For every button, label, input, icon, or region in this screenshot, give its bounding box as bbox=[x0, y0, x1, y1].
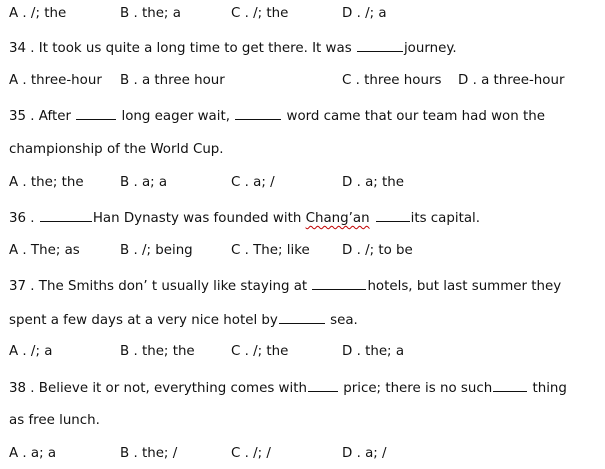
q35-text-2: long eager wait, bbox=[117, 109, 235, 124]
q34-stem bbox=[9, 37, 457, 57]
q37-option-d: D . the; a bbox=[342, 344, 405, 359]
q35-stem-line2: championship of the World Cup. bbox=[9, 142, 224, 157]
q36-text-3: its capital. bbox=[410, 211, 481, 226]
q34-option-b: B . a three hour bbox=[120, 73, 225, 88]
q36-option-b: B . /; being bbox=[120, 243, 193, 258]
q35-option-d: D . a; the bbox=[342, 175, 405, 190]
q38-blank-2 bbox=[493, 377, 527, 392]
q35-text-1: 35 . After bbox=[9, 109, 76, 124]
q35-text-3: word came that our team had won the bbox=[282, 109, 545, 124]
q37-option-b: B . the; the bbox=[120, 344, 195, 359]
q36-text-2: Han Dynasty was founded with bbox=[92, 211, 306, 226]
q35-option-a: A . the; the bbox=[9, 175, 84, 190]
q35-option-b: B . a; a bbox=[120, 175, 168, 190]
q35-option-c: C . a; / bbox=[231, 175, 275, 190]
q37-option-c: C . /; the bbox=[231, 344, 289, 359]
q38-option-c: C . /; / bbox=[231, 446, 271, 461]
q37-blank-1 bbox=[312, 275, 366, 290]
q34-text-after: journey. bbox=[403, 41, 457, 56]
q37-text-3: spent a few days at a very nice hotel by bbox=[9, 313, 278, 328]
q37-stem-line2 bbox=[9, 309, 358, 329]
q34-blank bbox=[357, 37, 403, 52]
q38-option-b: B . the; / bbox=[120, 446, 178, 461]
q34-text-before: 34 . It took us quite a long time to get there. It was bbox=[9, 41, 356, 56]
q37-option-a: A . /; a bbox=[9, 344, 53, 359]
q35-blank-1 bbox=[76, 105, 116, 120]
q38-text-1: 38 . Believe it or not, everything comes with bbox=[9, 381, 307, 396]
q36-blank-2 bbox=[376, 207, 410, 222]
q38-stem bbox=[9, 377, 567, 397]
q36-blank-1 bbox=[40, 207, 92, 222]
q36-text-1: 36 . bbox=[9, 211, 39, 226]
q34-option-a: A . three-hour bbox=[9, 73, 102, 88]
q34-option-c: C . three hours bbox=[342, 73, 442, 88]
q37-text-1: 37 . The Smiths don’ t usually like staying at bbox=[9, 279, 312, 294]
q33-option-b: B . the; a bbox=[120, 6, 181, 21]
q33-option-a: A . /; the bbox=[9, 6, 67, 21]
q37-blank-2 bbox=[279, 309, 325, 324]
q36-place-name: Chang’an bbox=[305, 211, 370, 226]
q37-text-4: sea. bbox=[325, 313, 358, 328]
q37-text-2: hotels, but last summer they bbox=[367, 279, 562, 294]
q34-option-d: D . a three-hour bbox=[458, 73, 565, 88]
q38-blank-1 bbox=[308, 377, 338, 392]
q36-option-a: A . The; as bbox=[9, 243, 80, 258]
q36-option-c: C . The; like bbox=[231, 243, 310, 258]
q36-stem bbox=[9, 207, 480, 227]
q38-option-d: D . a; / bbox=[342, 446, 387, 461]
q35-stem bbox=[9, 105, 545, 125]
q38-option-a: A . a; a bbox=[9, 446, 57, 461]
q38-text-2: price; there is no such bbox=[338, 381, 493, 396]
q38-stem-line2: as free lunch. bbox=[9, 413, 100, 428]
q33-option-c: C . /; the bbox=[231, 6, 289, 21]
q38-text-3: thing bbox=[528, 381, 567, 396]
q33-option-d: D . /; a bbox=[342, 6, 387, 21]
q35-blank-2 bbox=[235, 105, 281, 120]
q36-option-d: D . /; to be bbox=[342, 243, 413, 258]
q37-stem bbox=[9, 275, 561, 295]
